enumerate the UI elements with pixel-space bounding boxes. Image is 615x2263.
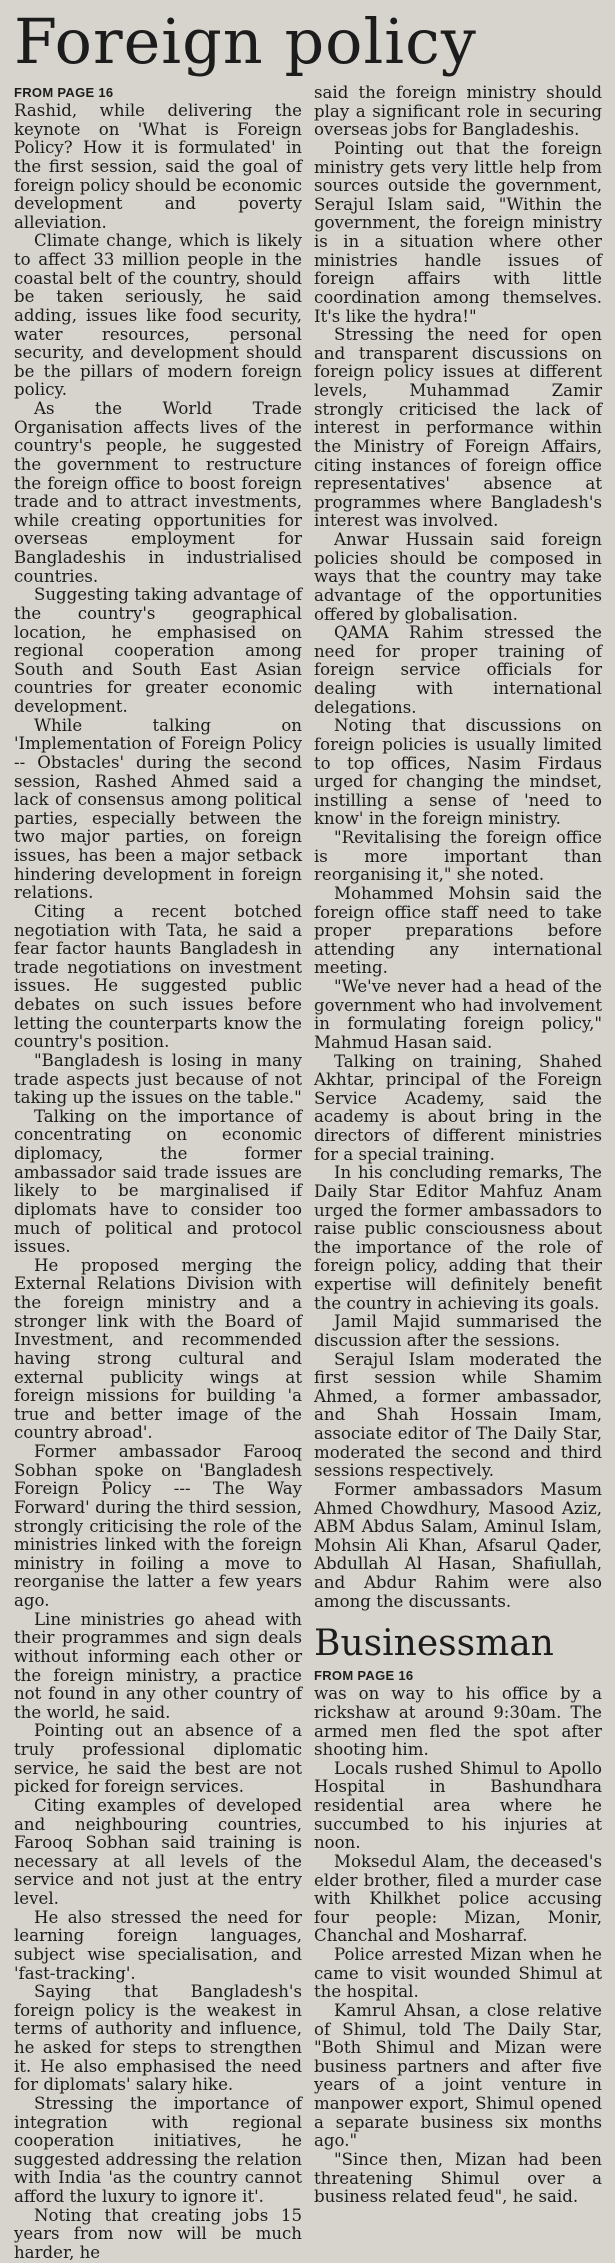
paragraph: "We've never had a head of the government who had involvement in formulating foreign policy," Mahmud Hasan said. <box>314 977 602 1052</box>
paragraph: In his concluding remarks, The Daily Star Editor Mahfuz Anam urged the former ambassadors to raise public consciousness about the importance of the role of foreign policy, adding that their expertise will definitely benefit the country in achieving its goals. <box>314 1163 602 1313</box>
paragraph: said the foreign ministry should play a significant role in securing overseas jobs for Bangladeshis. <box>314 83 602 140</box>
paragraph: Talking on the importance of concentrating on economic diplomacy, the former ambassador said trade issues are likely to be marginalised if diplomats have to consider too much of political and protocol issues. <box>14 1106 302 1257</box>
headline-businessman: Businessman <box>314 1623 554 1665</box>
paragraph: "Bangladesh is losing in many trade aspects just because of not taking up the issues on the table." <box>14 1050 302 1108</box>
paragraph: While talking on 'Implementation of Foreign Policy -- Obstacles' during the second session, Rashed Ahmed said a lack of consensus among political parties, especially between the two major parties, on foreign issues, has been a major setback hindering development in foreign relations. <box>14 715 302 903</box>
paragraph: Pointing out that the foreign ministry gets very little help from sources outside the government, Serajul Islam said, "Within the government, the foreign ministry is in a situation where other ministries handle issues of foreign affairs with little coordination among themselves. It's like the hydra!" <box>314 138 602 326</box>
paragraph: Talking on training, Shahed Akhtar, principal of the Foreign Service Academy, said the academy is about bring in the directors of different ministries for a special training. <box>314 1051 602 1164</box>
paragraph: Moksedul Alam, the deceased's elder brother, filed a murder case with Khilkhet police accusing four people: Mizan, Monir, Chanchal and Mosharraf. <box>314 1851 602 1946</box>
paragraph: QAMA Rahim stressed the need for proper training of foreign service officials for dealing with international delegations. <box>314 623 602 717</box>
headline-foreign-policy: Foreign policy <box>14 5 477 78</box>
paragraph: Stressing the need for open and transparent discussions on foreign policy issues at different levels, Muhammad Zamir strongly criticised the lack of interest in performance within the Ministry of Foreign Affairs, citing instances of foreign office representatives' absence at programmes where Bangladesh's interest was involved. <box>314 325 602 531</box>
paragraph: Citing a recent botched negotiation with Tata, he said a fear factor haunts Bangladesh in trade negotiations on investment issues. He suggested public debates on such issues before letting the counterparts know the country's position. <box>14 901 302 1052</box>
from-page-label: FROM PAGE 16 <box>14 85 114 100</box>
paragraph: Noting that creating jobs 15 years from now will be much harder, he <box>14 2205 302 2262</box>
paragraph: Former ambassadors Masum Ahmed Chowdhury, Masood Aziz, ABM Abdus Salam, Aminul Islam, Mohsin Ali Khan, Afsarul Qader, Abdullah Al Hasan, Shafiullah, and Abdur Rahim were also among the discussants. <box>314 1479 602 1611</box>
paragraph: Jamil Majid summarised the discussion after the sessions. <box>314 1312 602 1350</box>
article-columns <box>14 84 603 2263</box>
paragraph: "Since then, Mizan had been threatening Shimul over a business related feud", he said. <box>314 2149 602 2207</box>
paragraph: Noting that discussions on foreign policies is usually limited to top offices, Nasim Firdaus urged for changing the mindset, instilling a sense of 'need to know' in the foreign ministry. <box>314 716 602 829</box>
paragraph: Suggesting taking advantage of the country's geographical location, he emphasised on regional cooperation among South and South East Asian countries for greater economic development. <box>14 585 302 716</box>
paragraph: "Revitalising the foreign office is more important than reorganising it," she noted. <box>314 828 602 885</box>
paragraph: As the World Trade Organisation affects lives of the country's people, he suggested the government to restructure the foreign office to boost foreign trade and to attract investments, while creating opportunities for overseas employment for Bangladeshis in industrialised countries. <box>14 399 302 586</box>
paragraph: Citing examples of developed and neighbouring countries, Farooq Sobhan said training is necessary at all levels of the service and not just at the entry level. <box>14 1795 302 1908</box>
paragraph: Serajul Islam moderated the first session while Shamim Ahmed, a former ambassador, and Shah Hossain Imam, associate editor of The Daily Star, moderated the second and third sessions respectively. <box>314 1349 602 1481</box>
paragraph: was on way to his office by a rickshaw at around 9:30am. The armed men fled the spot after shooting him. <box>314 1684 602 1760</box>
paragraph: Mohammed Mohsin said the foreign office staff need to take proper preparations before attending any international meeting. <box>314 883 602 978</box>
paragraph: Climate change, which is likely to affect 33 million people in the coastal belt of the country, should be taken seriously, he said adding, issues like food security, water resources, personal security, and development should be the pillars of modern foreign policy. <box>14 231 302 400</box>
paragraph: Pointing out an absence of a truly professional diplomatic service, he said the best are not picked for foreign services. <box>14 1721 302 1797</box>
column-left <box>14 84 302 2263</box>
paragraph: Rashid, while delivering the keynote on 'What is Foreign Policy? How it is formulated' in the first session, said the goal of foreign policy should be economic development and poverty alleviation. <box>14 101 302 232</box>
paragraph: Line ministries go ahead with their programmes and sign deals without informing each other or the foreign ministry, a practice not found in any other country of the world, he said. <box>14 1609 302 1722</box>
column-right <box>314 84 602 2263</box>
paragraph: Kamrul Ahsan, a close relative of Shimul, told The Daily Star, "Both Shimul and Mizan were business partners and after five years of a joint venture in manpower export, Shimul opened a separate business six months ago." <box>314 2000 602 2151</box>
paragraph: Locals rushed Shimul to Apollo Hospital in Bashundhara residential area where he succumbed to his injuries at noon. <box>314 1758 602 1853</box>
paragraph: He proposed merging the External Relations Division with the foreign ministry and a stronger link with the Board of Investment, and recommended having strong cultural and external publicity wings at foreign missions for building 'a true and better image of the country abroad'. <box>14 1255 302 1443</box>
paragraph: He also stressed the need for learning foreign languages, subject wise specialisation, and 'fast-tracking'. <box>14 1907 302 1983</box>
paragraph: Saying that Bangladesh's foreign policy is the weakest in terms of authority and influence, he asked for steps to strengthen it. He also emphasised the need for diplomats' salary hike. <box>14 1982 302 2095</box>
paragraph: Former ambassador Farooq Sobhan spoke on 'Bangladesh Foreign Policy --- The Way Forward' during the third session, strongly criticising the role of the ministries linked with the foreign ministry in foiling a move to reorganise the latter a few years ago. <box>14 1442 302 1610</box>
from-page-label: FROM PAGE 16 <box>314 1668 414 1684</box>
paragraph: Anwar Hussain said foreign policies should be composed in ways that the country may take advantage of the opportunities offered by globalisation. <box>314 530 602 624</box>
paragraph: Stressing the importance of integration with regional cooperation initiatives, he suggested addressing the relation with India 'as the country cannot afford the luxury to ignore it'. <box>14 2093 302 2206</box>
paragraph: Police arrested Mizan when he came to visit wounded Shimul at the hospital. <box>314 1945 602 2002</box>
